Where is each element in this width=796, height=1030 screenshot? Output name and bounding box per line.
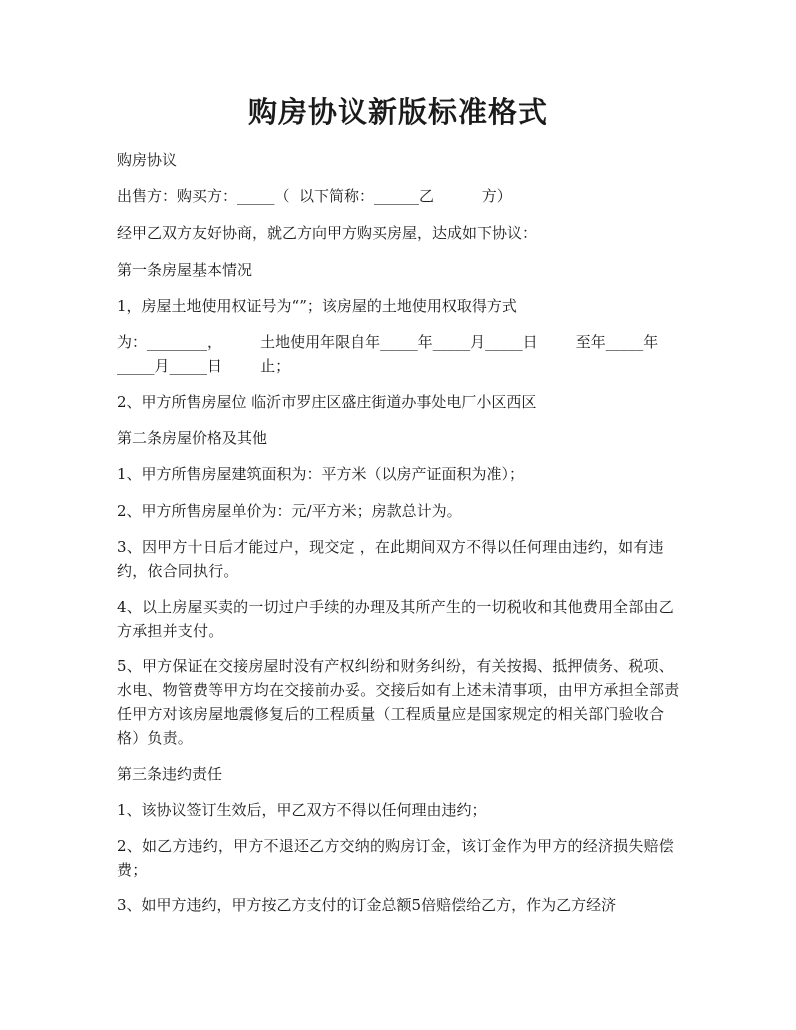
- paragraph-3-3: 3、如甲方违约，甲方按乙方支付的订金总额5倍赔偿给乙方，作为乙方经济: [117, 896, 617, 914]
- paragraph-2-2: 2、甲方所售房屋单价为：元/平方米；房款总计为。: [117, 502, 462, 520]
- document-title: 购房协议新版标准格式: [247, 95, 548, 129]
- paragraph-intro: 经甲乙双方友好协商，就乙方向甲方购买房屋，达成如下协议：: [117, 224, 538, 242]
- paragraph-parties: 出售方：购买方：_____（ 以下简称：______乙 方）: [117, 187, 512, 205]
- paragraph-1-1-cont: 为：________， 土地使用年限自年_____年_____月_____日 至年_____年: [117, 333, 659, 351]
- section-heading-2: 第二条房屋价格及其他: [117, 429, 268, 447]
- paragraph-1-2: 2、甲方所售房屋位 临沂市罗庄区盛庄街道办事处电厂小区西区: [117, 393, 537, 411]
- paragraph-2-5: 5、甲方保证在交接房屋时没有产权纠纷和财务纠纷，有关按揭、抵押债务、税项、水电、物管费等甲方均在交接前办妥。交接后如有上述未清事项，由甲方承担全部责任甲方对该房屋地震修复后的工程质量（工程质量应是国家规定的相关部门验收合格）负责。: [117, 657, 680, 747]
- paragraph-heading-agreement: 购房协议: [117, 151, 178, 169]
- paragraph-3-2: 2、如乙方违约，甲方不退还乙方交纳的购房订金，该订金作为甲方的经济损失赔偿费；: [117, 837, 674, 879]
- paragraph-1-1: 1，房屋土地使用权证号为“”；该房屋的土地使用权取得方式: [117, 297, 517, 315]
- paragraph-3-1: 1、该协议签订生效后，甲乙双方不得以任何理由违约；: [117, 801, 487, 819]
- section-heading-3: 第三条违约责任: [117, 765, 223, 783]
- paragraph-1-1-cont2: _____月_____日 止；: [117, 357, 291, 375]
- paragraph-2-3: 3、因甲方十日后才能过户，现交定 ，在此期间双方不得以任何理由违约，如有违约，依合同执行。: [117, 538, 664, 580]
- paragraph-2-1: 1、甲方所售房屋建筑面积为：平方米（以房产证面积为准）；: [117, 465, 525, 483]
- section-heading-1: 第一条房屋基本情况: [117, 261, 253, 279]
- paragraph-2-4: 4、以上房屋买卖的一切过户手续的办理及其所产生的一切税收和其他费用全部由乙方承担并支付。: [117, 598, 674, 640]
